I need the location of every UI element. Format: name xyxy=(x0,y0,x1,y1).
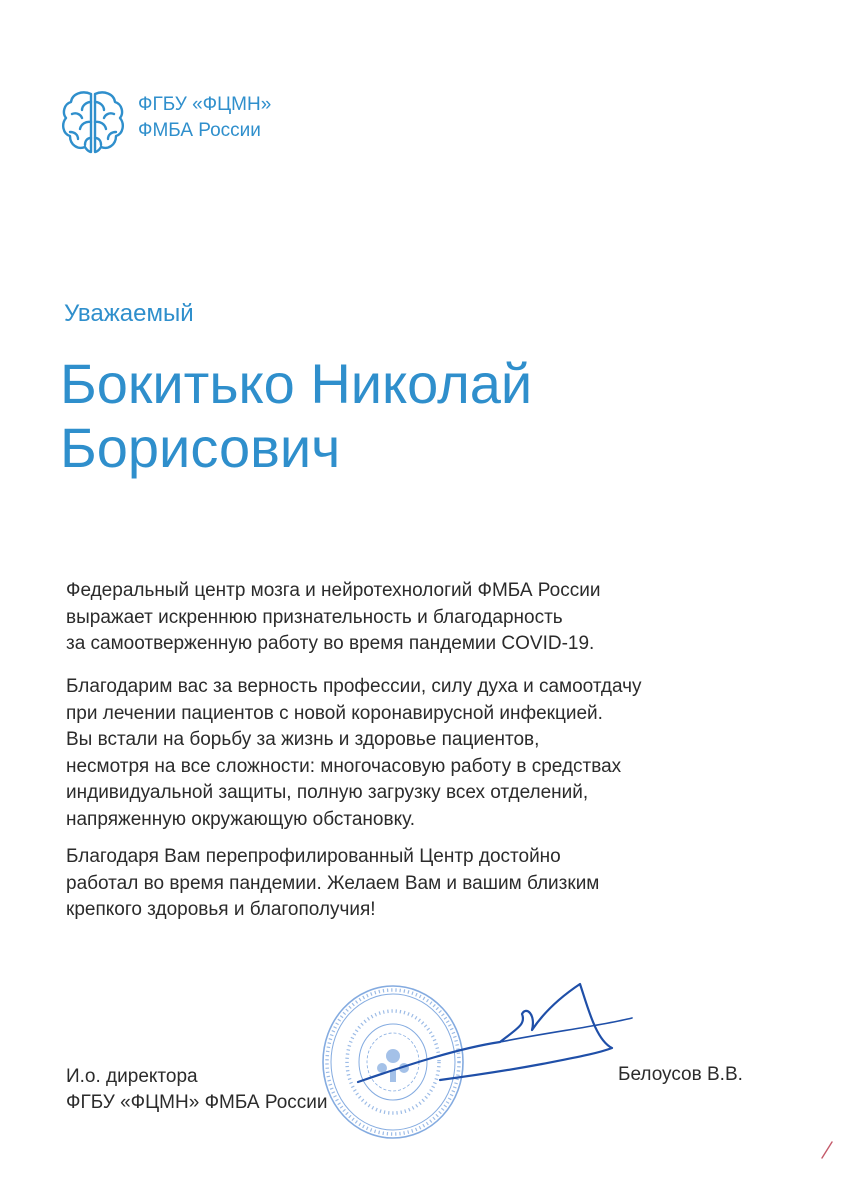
greeting: Уважаемый xyxy=(64,300,194,327)
text-line: Благодарим вас за верность профессии, силу духа и самоотдачу xyxy=(66,676,642,697)
signatory-role xyxy=(66,1064,327,1116)
role-line-2: ФГБУ «ФЦМН» ФМБА России xyxy=(66,1092,328,1113)
text-line: напряженную окружающую обстановку. xyxy=(66,808,415,830)
brain-logo-icon xyxy=(60,88,126,158)
role-line-1: И.о. директора xyxy=(66,1066,198,1087)
recipient-line-2: Борисович xyxy=(60,416,341,479)
text-line: Вы встали на борьбу за жизнь и здоровье пациентов, xyxy=(66,729,540,750)
text-line: за самоотверженную работу во время пандемии COVID-19. xyxy=(66,633,595,654)
handwritten-signature xyxy=(350,978,650,1088)
text-line: Благодаря Вам перепрофилированный Центр достойно xyxy=(66,846,561,867)
org-line-1: ФГБУ «ФЦМН» xyxy=(138,94,272,115)
paragraph-1 xyxy=(66,578,766,658)
organization-name xyxy=(138,92,271,144)
recipient-name xyxy=(60,352,800,480)
text-line: работал во время пандемии. Желаем Вам и вашим близким xyxy=(66,872,600,894)
text-line: несмотря на все сложности: многочасовую работу в средствах xyxy=(66,755,622,777)
pen-mark xyxy=(820,1138,834,1160)
text-line: крепкого здоровья и благополучия! xyxy=(66,899,376,920)
paragraph-3 xyxy=(66,844,766,924)
paragraph-2 xyxy=(66,674,766,833)
text-line: выражает искреннюю признательность и благодарность xyxy=(66,606,563,628)
text-line: Федеральный центр мозга и нейротехнологий ФМБА России xyxy=(66,580,601,601)
signatory-name: Белоусов В.В. xyxy=(618,1064,743,1085)
text-line: индивидуальной защиты, полную загрузку всех отделений, xyxy=(66,782,589,803)
recipient-line-1: Бокитько Николай xyxy=(60,352,533,415)
org-line-2: ФМБА России xyxy=(138,120,261,141)
text-line: при лечении пациентов с новой коронавирусной инфекцией. xyxy=(66,702,603,724)
